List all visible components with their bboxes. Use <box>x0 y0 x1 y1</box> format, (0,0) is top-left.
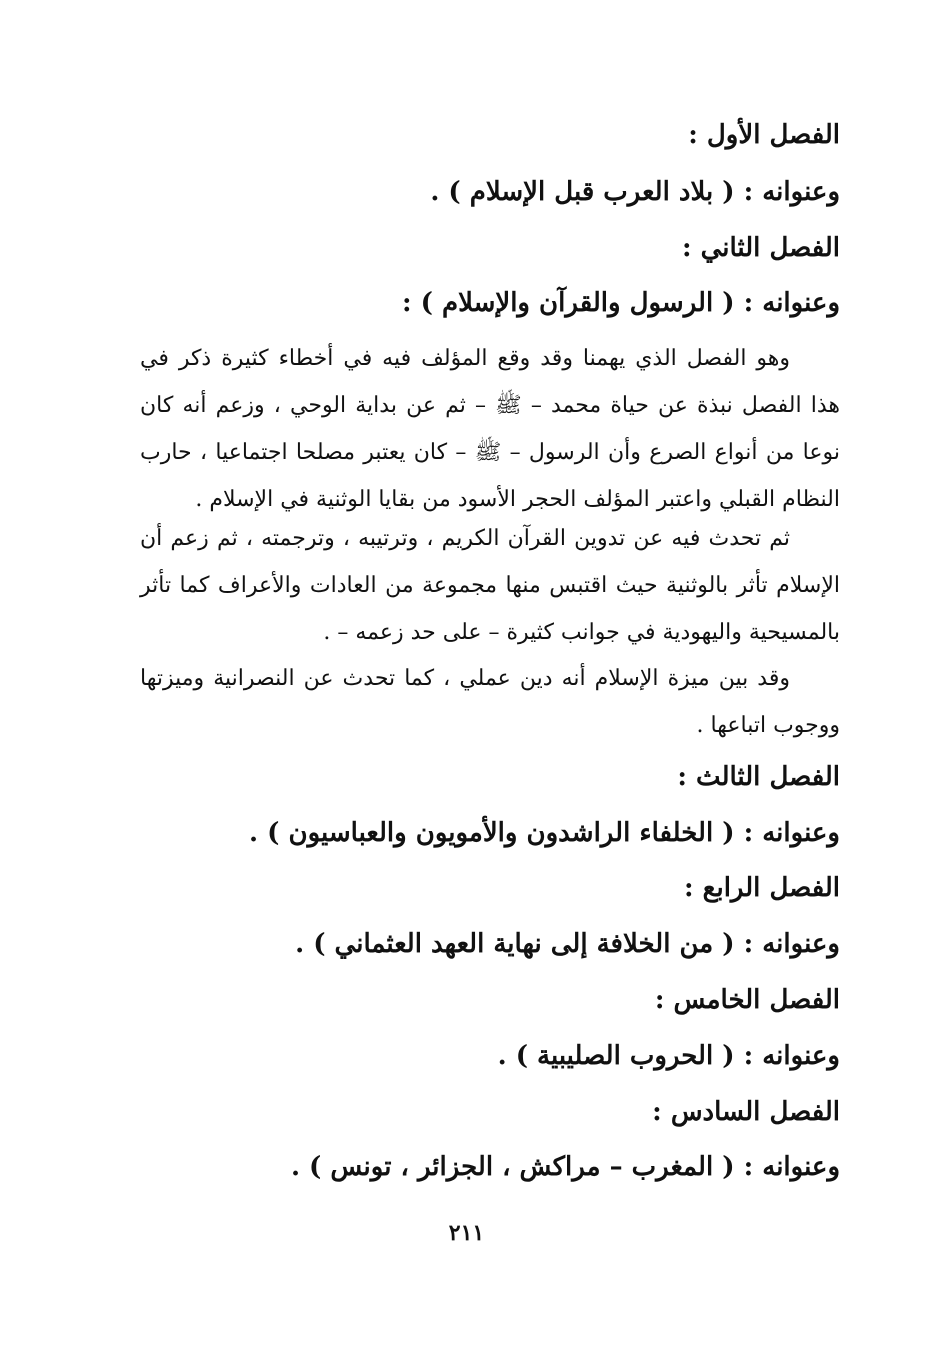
paragraph-3-text: وقد بين ميزة الإسلام أنه دين عملي ، كما تحدث عن النصرانية وميزتها ووجوب اتباعها . <box>140 666 840 738</box>
chapter-2-heading: الفصل الثاني : <box>681 233 840 263</box>
chapter-5-heading: الفصل الخامس : <box>654 985 840 1015</box>
chapter-2-title: وعنوانه : ( الرسول والقرآن والإسلام ) : <box>401 288 840 318</box>
chapter-1-title: وعنوانه : ( بلاد العرب قبل الإسلام ) . <box>430 177 840 207</box>
page-content <box>140 0 840 1362</box>
paragraph-2 <box>140 515 840 656</box>
chapter-5-title: وعنوانه : ( الحروب الصليبية ) . <box>497 1041 840 1071</box>
paragraph-2-text: ثم تحدث فيه عن تدوين القرآن الكريم ، وترتيبه ، وترجمته ، ثم زعم أن الإسلام تأثر بالوثنية حيث اقتبس منها مجموعة من العادات والأعراف كما تأثر بالمسيحية واليهودية في جوانب كثيرة – على حد زعمه – . <box>140 526 840 645</box>
chapter-3-title: وعنوانه : ( الخلفاء الراشدون والأمويون والعباسيون ) . <box>249 818 840 848</box>
page-number: ٢١١ <box>448 1220 485 1246</box>
paragraph-3 <box>140 655 840 749</box>
chapter-1-heading: الفصل الأول : <box>688 120 840 150</box>
paragraph-1 <box>140 335 840 523</box>
paragraph-1-text: وهو الفصل الذي يهمنا وقد وقع المؤلف فيه في أخطاء كثيرة ذكر في هذا الفصل نبذة عن حياة محمد – ﷺ – ثم عن بداية الوحي ، وزعم أنه كان نوعا من أنواع الصرع وأن الرسول – ﷺ – كان يعتبر مصلحا اجتماعيا ، حارب النظام القبلي واعتبر المؤلف الحجر الأسود من بقايا الوثنية في الإسلام . <box>140 346 840 512</box>
chapter-4-title: وعنوانه : ( من الخلافة إلى نهاية العهد العثماني ) . <box>295 929 840 959</box>
chapter-4-heading: الفصل الرابع : <box>683 873 840 903</box>
chapter-6-title: وعنوانه : ( المغرب – مراكش ، الجزائر ، تونس ) . <box>290 1152 840 1182</box>
chapter-3-heading: الفصل الثالث : <box>677 762 840 792</box>
chapter-6-heading: الفصل السادس : <box>652 1097 840 1127</box>
